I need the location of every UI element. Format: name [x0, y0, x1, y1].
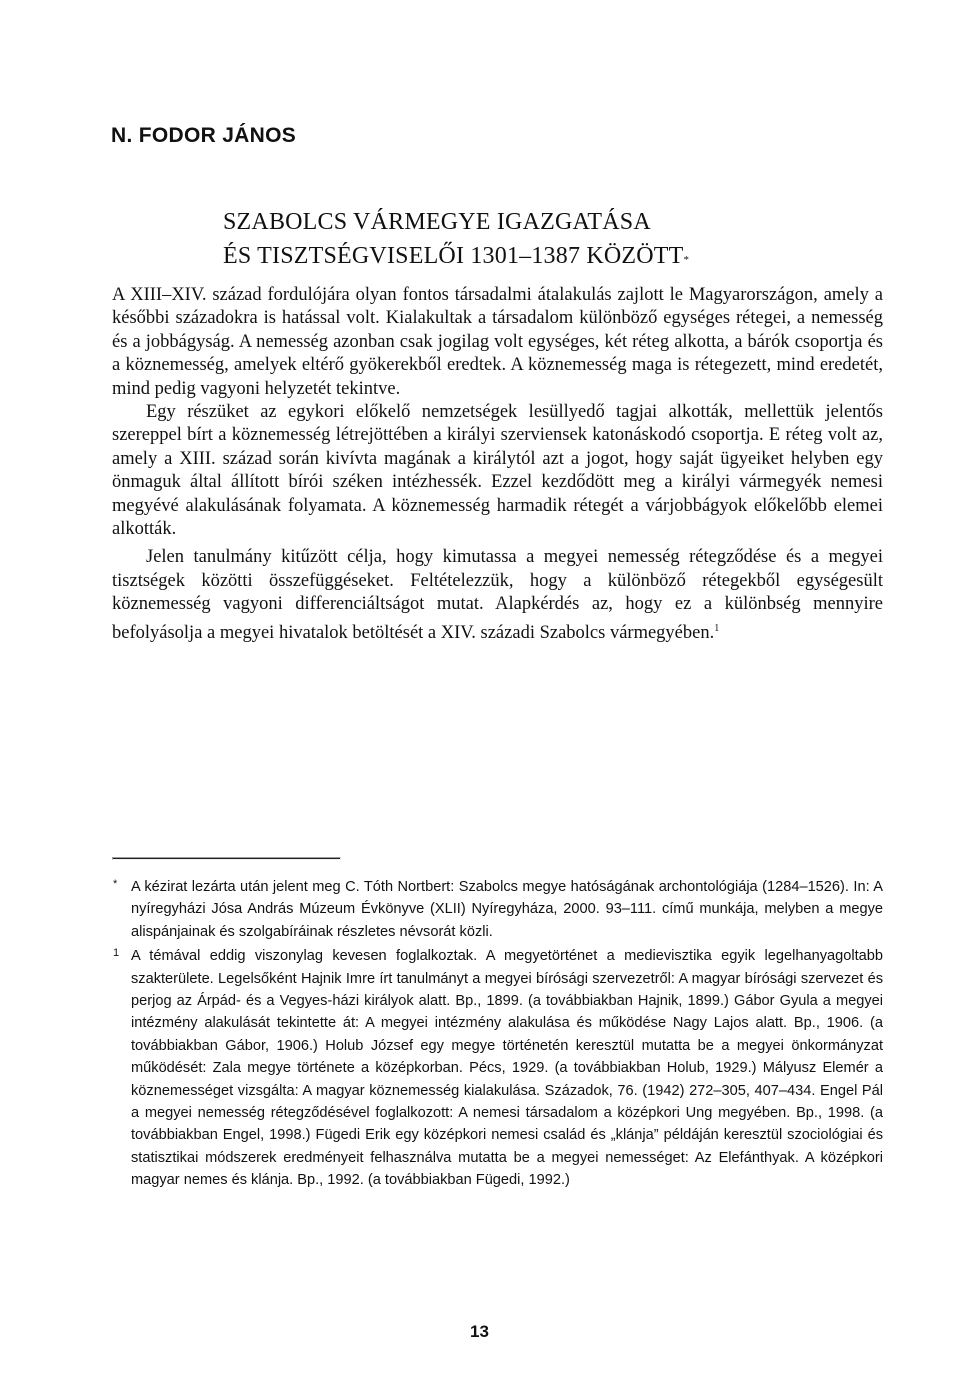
- footnote-1: [112, 945, 883, 1191]
- body-paragraph-3-text: Jelen tanulmány kitűzött célja, hogy kimutassa a megyei nemesség rétegződése és a megyei tisztségek közötti összefüggéseket. Feltételezzük, hogy a különböző rétegekből egységesült köznemesség vagyoni differenciáltságot mutat. Alapkérdés az, hogy ez a különbség mennyire befolyásolja a megyei hivatalok betöltését a XIV. századi Szabolcs vármegyében.: [112, 547, 883, 643]
- footnote-1-text: A témával eddig viszonylag kevesen foglalkoztak. A megyetörténet a medievisztika egyik legelhanyagoltabb szakterülete. Legelsőként Hajnik Imre írt tanulmányt a megyei bírósági szervezetről: A magyar bírósági szervezet és perjog az Árpád- és a Vegyes-házi királyok alatt. Bp., 1899. (a továbbiakban Hajnik, 1899.) Gábor Gyula a megyei intézmény alakulását tekintette át: A megyei intézmény alakulása és működése Nagy Lajos alatt. Bp., 1906. (a továbbiakban Gábor, 1906.) Holub József egy megye történetén keresztül mutatta be a megyei önkormányzat működését: Zala megye története a középkorban. Pécs, 1929. (a továbbiakban Holub, 1929.) Mályusz Elemér a köznemességet vizsgálta: A magyar köznemesség kialakulása. Századok, 76. (1942) 272–305, 407–434. Engel Pál a megyei nemesség rétegződésével foglalkozott: A nemesi társadalom a középkori Ung megyében. Bp., 1998. (a továbbiakban Engel, 1998.) Fügedi Erik egy középkori nemesi család és „klánja” példáján keresztül szociológiai és statisztikai módszerek eredményeit felhasználva mutatta be a megyei nemességet: Az Elefánthyak. A középkori magyar nemes és klánja. Bp., 1992. (a továbbiakban Fügedi, 1992.): [131, 948, 883, 1189]
- title-line-2: [223, 239, 863, 273]
- page-number: 13: [470, 1322, 489, 1341]
- title-line-2-text: ÉS TISZTSÉGVISELŐI 1301–1387 KÖZÖTT: [223, 243, 684, 269]
- title-footnote-marker[interactable]: *: [683, 254, 690, 266]
- body-paragraph-2: Egy részüket az egykori előkelő nemzetségek lesüllyedő tagjai alkották, mellettük jelentős szereppel bírt a köznemesség létrejöttében a királyi szerviensek katonáskodó csoportja. E réteg volt az, amely a XIII. század során kivívta magának a királytól azt a jogot, hogy saját ügyeiket helyben egy önmaguk által állított bírói széken intézhessék. Ezzel kezdődött meg a királyi vármegyék nemesi megyévé alakulásának folyamata. A köznemesség harmadik rétegét a várjobbágyok előkelőbb elemei alkották.: [112, 402, 883, 540]
- footnote-separator: [112, 857, 341, 860]
- footnote-star-marker: *: [113, 878, 118, 890]
- footnote-1-marker: 1: [113, 947, 120, 960]
- body-paragraph-1: A XIII–XIV. század fordulójára olyan fontos társadalmi átalakulás zajlott le Magyarországon, amely a későbbi századokra is hatással volt. Kialakultak a társadalom különböző egységes rétegei, a nemesség és a jobbágyság. A nemesség azonban csak jogilag volt egységes, két réteg alkotta, a bárók csoportja és a köznemesség, amelyek eltérő gyökerekből eredtek. A köznemesség maga is rétegezett, mind eredetét, mind pedig vagyoni helyzetét tekintve.: [112, 285, 883, 399]
- footnote-star: [112, 876, 883, 943]
- footnote-reference-1[interactable]: 1: [714, 622, 720, 634]
- title-line-1: SZABOLCS VÁRMEGYE IGAZGATÁSA: [223, 209, 651, 235]
- body-paragraph-3: [112, 546, 883, 645]
- footnote-star-text: A kézirat lezárta után jelent meg C. Tóth Nortbert: Szabolcs megye hatóságának archontológiája (1284–1526). In: A nyíregyházi Jósa András Múzeum Évkönyve (XLII) Nyíregyháza, 2000. 93–111. című munkája, melyben a megye alispánjainak és szolgabíráinak részletes névsorát közli.: [131, 879, 883, 940]
- article-body: [112, 284, 883, 645]
- article-title: [223, 205, 863, 273]
- author-name: N. FODOR JÁNOS: [111, 124, 297, 147]
- footnotes: [112, 876, 883, 1192]
